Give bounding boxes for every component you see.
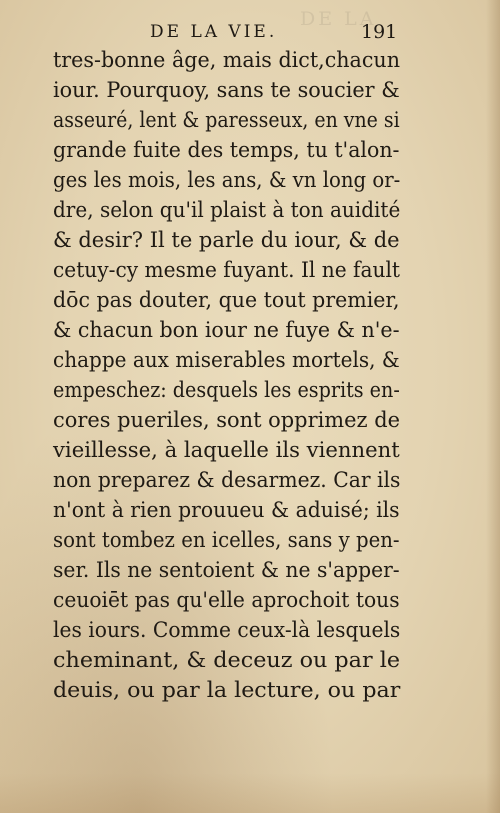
text-line: les iours. Comme ceux-là lesquels — [53, 618, 401, 642]
text-line: ser. Ils ne sentoient & ne s'apper- — [53, 558, 400, 582]
text-line: vieillesse, à laquelle ils viennent — [53, 438, 400, 462]
text-line: grande fuite des temps, tu t'alon- — [53, 138, 400, 162]
text-line: n'ont à rien prouueu & aduisé; ils — [53, 498, 400, 522]
page-number: 191 — [361, 21, 398, 43]
text-block — [0, 45, 500, 705]
text-line: empeschez: desquels les esprits en- — [53, 378, 400, 402]
page-bottom-stain — [0, 773, 500, 813]
text-line: non preparez & desarmez. Car ils — [53, 468, 401, 492]
text-line: tres-bonne âge, mais dict,chacun — [53, 48, 401, 72]
text-line: cetuy-cy mesme fuyant. Il ne fault — [53, 258, 401, 282]
running-head: DE LA VIE. — [150, 22, 278, 42]
bleed-through-text: DE LA — [300, 8, 377, 30]
text-line: ges les mois, les ans, & vn long or- — [53, 168, 401, 192]
text-line: sont tombez en icelles, sans y pen- — [53, 528, 400, 552]
text-line: dōc pas douter, que tout premier, — [53, 288, 400, 312]
text-line: asseuré, lent & paresseux, en vne si — [53, 108, 400, 132]
text-line: & desir? Il te parle du iour, & de — [53, 228, 400, 252]
text-line: & chacun bon iour ne fuye & n'e- — [53, 318, 400, 342]
text-line: ceuoiēt pas qu'elle aprochoit tous — [53, 588, 400, 612]
text-line: cores pueriles, sont opprimez de — [53, 408, 401, 432]
text-line: chappe aux miserables mortels, & — [53, 348, 400, 372]
text-line: cheminant, & deceuz ou par le — [53, 648, 401, 672]
text-line: iour. Pourquoy, sans te soucier & — [53, 78, 400, 102]
text-line: dre, selon qu'il plaist à ton auidité — [53, 198, 401, 222]
text-line: deuis, ou par la lecture, ou par — [53, 678, 401, 702]
